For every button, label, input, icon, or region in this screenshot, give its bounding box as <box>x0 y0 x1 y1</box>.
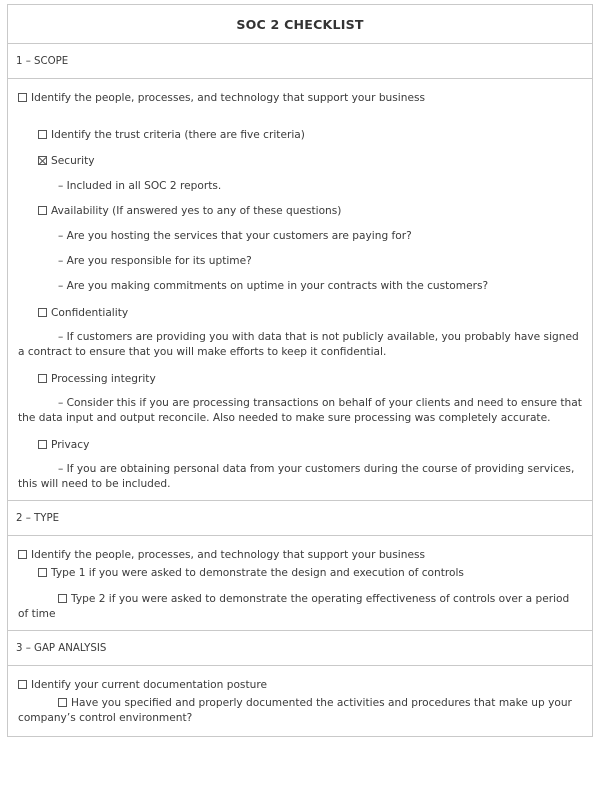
checkbox[interactable] <box>58 594 67 603</box>
checklist-item-type1: Type 1 if you were asked to demonstrate the design and execution of controls <box>18 566 582 581</box>
checkbox[interactable] <box>38 568 47 577</box>
section-heading-gap-analysis: 3 – GAP ANALYSIS <box>8 631 592 666</box>
checkbox[interactable] <box>38 308 47 317</box>
checklist-item: Identify the people, processes, and technology that support your business <box>18 91 582 106</box>
checkbox-checked[interactable] <box>38 156 47 165</box>
section-body-gap-analysis <box>8 666 592 736</box>
section-body-scope <box>8 79 592 501</box>
checkbox[interactable] <box>38 206 47 215</box>
checklist-item-privacy: Privacy <box>18 438 582 453</box>
availability-question: – Are you making commitments on uptime in your contracts with the customers? <box>58 280 489 292</box>
section-body-type <box>8 536 592 631</box>
checkbox[interactable] <box>38 440 47 449</box>
checklist-document <box>7 4 593 737</box>
checklist-item-type2: Type 2 if you were asked to demonstrate the operating effectiveness of controls over a period of time <box>18 593 570 620</box>
confidentiality-note: – If customers are providing you with data that is not publicly available, you probably have signed a contract to ensure that you will make efforts to keep it confidential. <box>18 331 579 358</box>
section-heading-scope: 1 – SCOPE <box>8 44 592 79</box>
checkbox[interactable] <box>18 550 27 559</box>
checklist-item: Identify your current documentation posture <box>18 678 582 693</box>
checkbox[interactable] <box>58 698 67 707</box>
checklist-item: Have you specified and properly documented the activities and procedures that make up your company’s control environment? <box>18 697 572 724</box>
checkbox[interactable] <box>18 93 27 102</box>
checklist-item-availability: Availability (If answered yes to any of these questions) <box>18 204 582 219</box>
security-note: – Included in all SOC 2 reports. <box>58 180 222 192</box>
processing-note: – Consider this if you are processing transactions on behalf of your clients and need to ensure that the data input and output reconcile. Also needed to make sure processing was completely accurate. <box>18 397 582 424</box>
checklist-item: Identify the trust criteria (there are five criteria) <box>18 128 582 143</box>
checklist-item-confidentiality: Confidentiality <box>18 306 582 321</box>
checkbox[interactable] <box>18 680 27 689</box>
checklist-item: Identify the people, processes, and technology that support your business <box>18 548 582 563</box>
availability-question: – Are you responsible for its uptime? <box>58 255 252 267</box>
availability-question: – Are you hosting the services that your customers are paying for? <box>58 230 412 242</box>
checklist-item-security: Security <box>18 154 582 169</box>
checkbox[interactable] <box>38 374 47 383</box>
checklist-item-processing: Processing integrity <box>18 372 582 387</box>
checkbox[interactable] <box>38 130 47 139</box>
document-title: SOC 2 CHECKLIST <box>8 5 592 44</box>
privacy-note: – If you are obtaining personal data from your customers during the course of providing services, this will need to be included. <box>18 463 575 490</box>
section-heading-type: 2 – TYPE <box>8 501 592 536</box>
